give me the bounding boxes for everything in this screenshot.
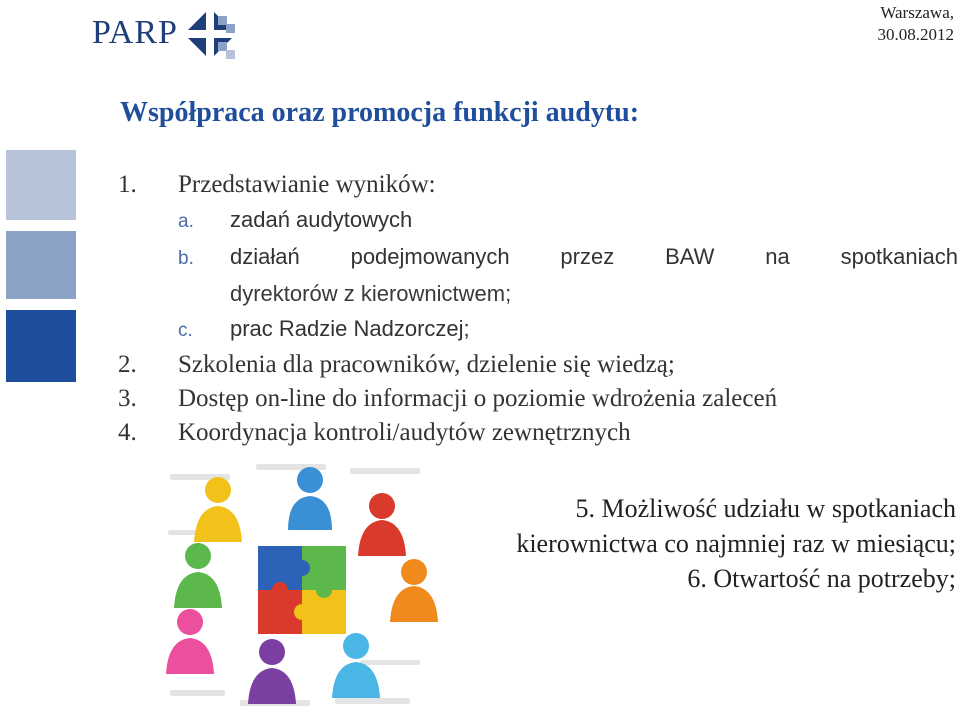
slide-title: Współpraca oraz promocja funkcji audytu: — [120, 97, 640, 128]
item-5-line2: kierownictwa co najmniej raz w miesiącu; — [516, 529, 956, 558]
date-city: Warszawa, — [880, 3, 954, 22]
list-text: Przedstawianie wyników: — [178, 171, 436, 198]
list-number: 2. — [118, 351, 137, 378]
list-subitem-b — [118, 239, 958, 276]
word: spotkaniach — [840, 244, 958, 269]
list-text: prac Radzie Nadzorczej; — [230, 316, 470, 341]
word: BAW — [665, 244, 715, 269]
parp-logo — [88, 6, 248, 62]
list-letter: b. — [178, 248, 194, 269]
teamwork-puzzle-illustration — [160, 460, 440, 713]
main-list — [118, 168, 958, 450]
list-subitem-c — [118, 311, 958, 348]
word: działań — [230, 244, 300, 269]
list-item-1 — [118, 168, 958, 202]
word: podejmowanych — [350, 244, 510, 269]
list-subitem-b-continuation: dyrektorów z kierownictwem; — [230, 281, 512, 306]
date-value: 30.08.2012 — [877, 25, 954, 44]
word: przez — [560, 244, 615, 269]
list-number: 3. — [118, 385, 137, 412]
list-text: zadań audytowych — [230, 207, 413, 232]
right-text-block — [516, 491, 956, 596]
list-item-4 — [118, 416, 958, 450]
item-5-line1: 5. Możliwość udziału w spotkaniach — [575, 494, 956, 523]
list-text: Szkolenia dla pracowników, dzielenie się wiedzą; — [178, 351, 675, 378]
list-text: Koordynacja kontroli/audytów zewnętrznych — [178, 419, 631, 446]
side-block-mid — [6, 231, 76, 299]
side-block-dark — [6, 310, 76, 382]
logo-text: PARP — [92, 14, 178, 51]
list-item-2 — [118, 348, 958, 382]
list-item-3 — [118, 382, 958, 416]
word: na — [765, 244, 790, 269]
side-block-light — [6, 150, 76, 220]
logo-mark-icon — [182, 6, 242, 62]
item-6: 6. Otwartość na potrzeby; — [687, 564, 956, 593]
date-block — [878, 2, 955, 46]
list-number: 4. — [118, 419, 137, 446]
list-number: 1. — [118, 171, 137, 198]
list-subitem-a — [118, 202, 958, 239]
list-letter: c. — [178, 320, 193, 341]
list-text: Dostęp on-line do informacji o poziomie wdrożenia zaleceń — [178, 385, 778, 412]
list-letter: a. — [178, 211, 194, 232]
list-text — [230, 239, 958, 274]
